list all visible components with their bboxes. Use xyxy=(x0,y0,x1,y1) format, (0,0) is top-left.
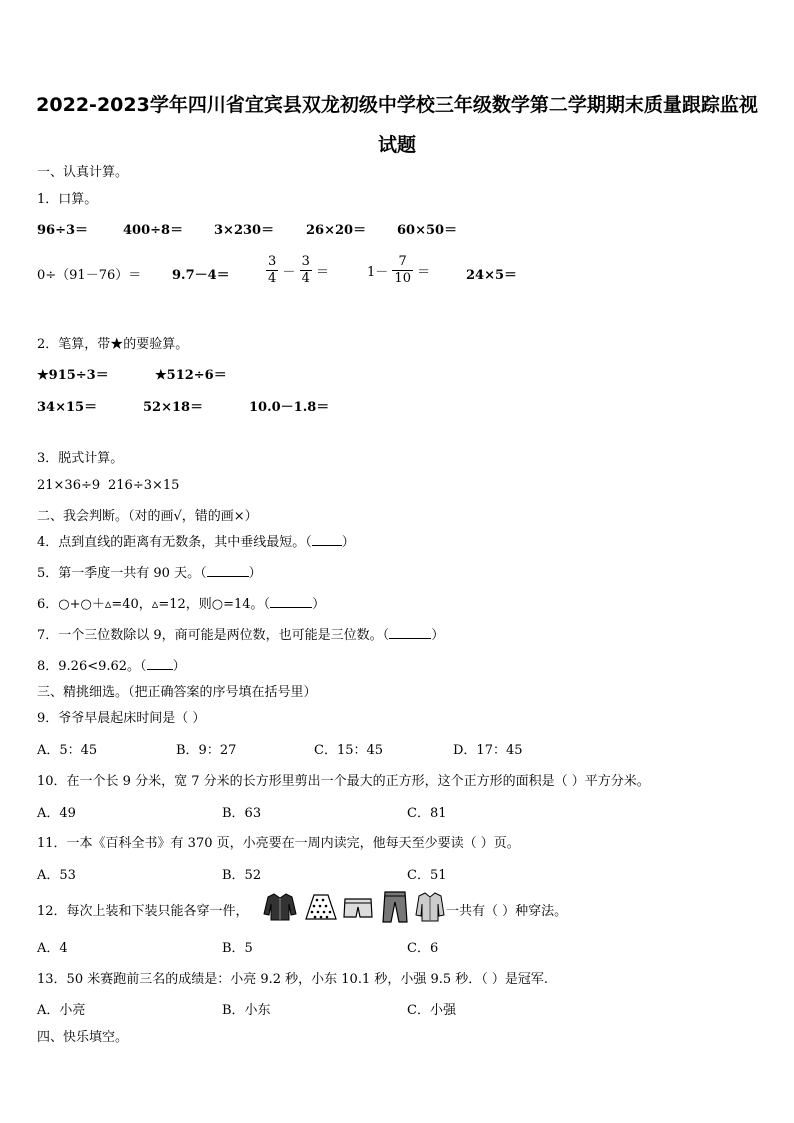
section1-heading: 一、认真计算。 xyxy=(37,165,129,180)
q10-option-b[interactable]: B．63 xyxy=(222,806,262,821)
section3-heading: 三、精挑细选。（把正确答案的序号填在括号里） xyxy=(37,685,317,700)
q2-item-c: 34×15＝ xyxy=(37,400,98,415)
q9-option-b[interactable]: B．9：27 xyxy=(176,743,237,758)
q10-option-a[interactable]: A．49 xyxy=(37,806,76,821)
dotted-skirt-icon xyxy=(304,892,338,922)
q11-option-b[interactable]: B．52 xyxy=(222,868,262,883)
q7: 7．一个三位数除以 9，商可能是两位数，也可能是三位数。（ ） xyxy=(37,628,445,643)
q11-option-c[interactable]: C．51 xyxy=(407,868,447,883)
q12-option-b[interactable]: B．5 xyxy=(222,941,253,956)
q1-label: 1．口算。 xyxy=(37,192,98,207)
fraction-3-4-a: $\frac{3}{4}$ xyxy=(268,254,277,286)
q2-item-e: 10.0－1.8＝ xyxy=(249,400,330,415)
q3-item-b: 216÷3×15 xyxy=(108,478,180,493)
q12-option-a[interactable]: A．4 xyxy=(37,941,68,956)
q2-item-d: 52×18＝ xyxy=(143,400,204,415)
q1-item-3: 3×230＝ xyxy=(214,223,275,238)
q13-option-a[interactable]: A．小亮 xyxy=(37,1003,86,1018)
trousers-icon xyxy=(380,890,410,924)
q13-option-c[interactable]: C．小强 xyxy=(407,1003,456,1018)
q10-option-c[interactable]: C．81 xyxy=(407,806,447,821)
q3-item-a: 21×36÷9 xyxy=(37,478,101,493)
section2-heading: 二、我会判断。（对的画√，错的画×） xyxy=(37,509,258,524)
q1-one-minus-fraction: 1－ $\frac{7}{10}$ ＝ xyxy=(367,254,431,286)
q9-stem: 9．爷爷早晨起床时间是（ ） xyxy=(37,711,206,726)
q2-item-a: ★915÷3＝ xyxy=(37,368,109,383)
q1-fraction-expression: $\frac{3}{4}$ － $\frac{3}{4}$ ＝ xyxy=(268,254,330,286)
answer-blank[interactable] xyxy=(312,533,342,546)
q1-item-2: 400÷8＝ xyxy=(123,223,184,238)
q6: 6．○+○＋▵=40，▵=12，则○=14。（ ） xyxy=(37,597,326,612)
q9-option-d[interactable]: D．17：45 xyxy=(453,743,523,758)
shirt-icon xyxy=(415,891,445,923)
q1-item-6: 0÷（91－76）＝ xyxy=(37,268,142,283)
page-title-line1: 2022-2023学年四川省宜宾县双龙初级中学校三年级数学第二学期期末质量跟踪监视 xyxy=(36,94,758,116)
q10-stem: 10．在一个长 9 分米，宽 7 分米的长方形里剪出一个最大的正方形，这个正方形的面积是（ ）平方分米。 xyxy=(37,774,650,789)
q12-option-c[interactable]: C．6 xyxy=(407,941,439,956)
q1-item-5: 60×50＝ xyxy=(397,223,458,238)
jacket-icon xyxy=(262,892,298,922)
q1-item-1: 96÷3＝ xyxy=(37,223,89,238)
q1-item-4: 26×20＝ xyxy=(306,223,367,238)
answer-blank[interactable] xyxy=(389,626,431,639)
q13-stem: 13．50 米赛跑前三名的成绩是：小亮 9.2 秒，小东 10.1 秒，小强 9.5 秒．（ ）是冠军. xyxy=(37,972,549,987)
q9-option-c[interactable]: C．15：45 xyxy=(314,743,384,758)
q9-option-a[interactable]: A．5：45 xyxy=(37,743,98,758)
q1-item-7: 9.7－4＝ xyxy=(172,268,230,283)
q8: 8．9.26<9.62。（ ） xyxy=(37,659,186,674)
answer-blank[interactable] xyxy=(147,657,173,670)
q13-option-b[interactable]: B．小东 xyxy=(222,1003,271,1018)
q1-item-10: 24×5＝ xyxy=(466,268,518,283)
q11-option-a[interactable]: A．53 xyxy=(37,868,76,883)
q12-stem-b: 一共有（ ）种穿法。 xyxy=(446,904,568,919)
shorts-icon xyxy=(342,896,374,920)
q4: 4．点到直线的距离有无数条，其中垂线最短。（ ） xyxy=(37,535,355,550)
answer-blank[interactable] xyxy=(270,595,312,608)
q5: 5．第一季度一共有 90 天。（ ） xyxy=(37,566,262,581)
fraction-7-10: $\frac{7}{10}$ xyxy=(394,254,411,286)
q2-item-b: ★512÷6＝ xyxy=(155,368,227,383)
section4-heading: 四、快乐填空。 xyxy=(37,1030,129,1045)
answer-blank[interactable] xyxy=(207,564,249,577)
fraction-3-4-b: $\frac{3}{4}$ xyxy=(301,254,310,286)
page-title-line2: 试题 xyxy=(377,134,416,156)
q12-stem-a: 12．每次上装和下装只能各穿一件， xyxy=(37,904,249,919)
q2-label: 2．笔算，带★的要验算。 xyxy=(37,337,189,352)
q3-label: 3．脱式计算。 xyxy=(37,451,124,466)
q11-stem: 11．一本《百科全书》有 370 页，小亮要在一周内读完，他每天至少要读（ ）页。 xyxy=(37,836,520,851)
